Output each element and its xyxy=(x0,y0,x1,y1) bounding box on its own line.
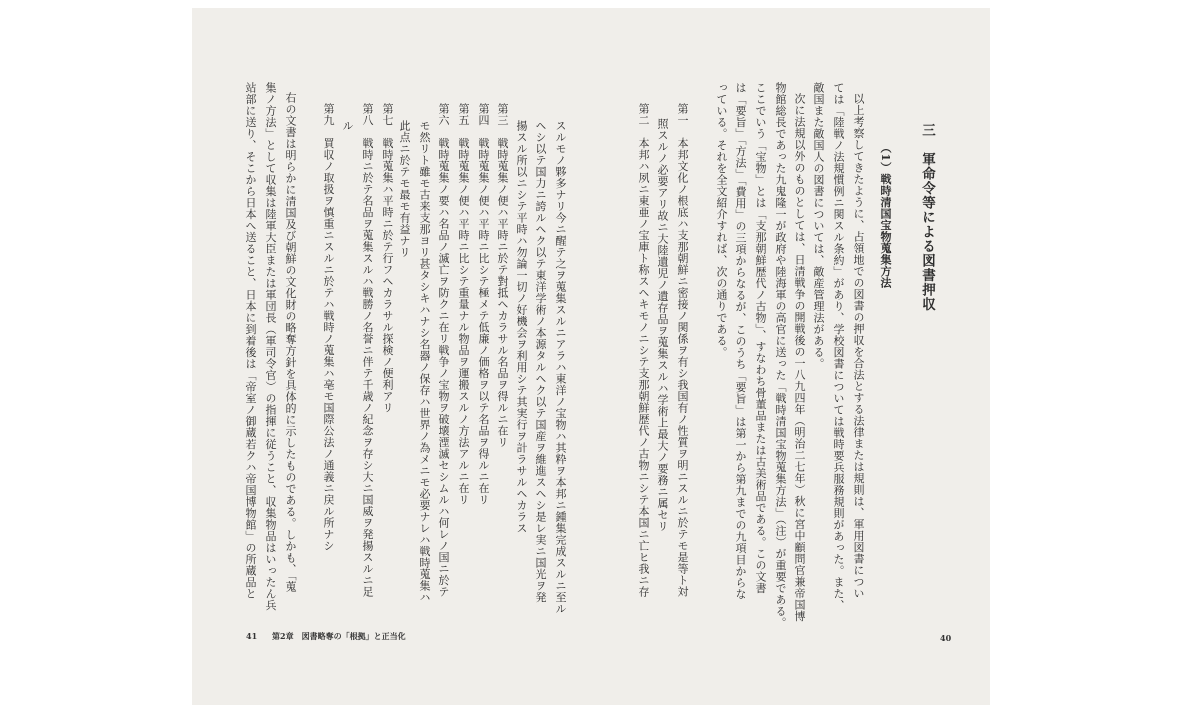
quoted-item-line: 第四 戦時蒐集ノ便ハ平時ニ比シテ極メテ低廉ノ価格ヲ以テ名品ヲ得ルニ在リ xyxy=(477,103,490,506)
quoted-item-line: 第三 戦時蒐集ノ便ハ平時ニ於テ對抵ヘカラサル名品ヲ得ルニ在リ xyxy=(496,103,509,448)
page-number-right: 40 xyxy=(940,633,952,643)
text-line: ここでいう「宝物」とは「支那朝鮮歴代ノ古物」、すなわち骨董品または古美術品である。この文書 xyxy=(754,82,767,594)
quoted-item-line: 第一 本邦文化ノ根底ハ支那朝鮮ニ密接ノ関係ヲ有シ我国有ノ性質ヲ明ニスルニ於テモ是等ト対 xyxy=(676,103,689,598)
quoted-item-line: 第六 戦時蒐集ノ要ハ名品ノ滅亡ヲ防クニ在リ戦争ノ宝物ヲ破壊湮滅セシムルハ何レノ国ニ於テ xyxy=(437,103,450,598)
quoted-item-line: 第二 本邦ハ夙ニ東亜ノ宝庫ト称スヘキモノニシテ支那朝鮮歴代ノ古物ニシテ本国ニ亡ヒ我ニ存 xyxy=(637,103,650,598)
text-line: っている。それを全文紹介すれば、次の通りである。 xyxy=(715,82,728,358)
quoted-item-line: ル xyxy=(341,120,354,132)
text-line: 站部に送り、そこから日本へ送ること、日本に到着後は「帝室ノ御蔵若クハ帝国博物館」の所蔵品と xyxy=(244,82,257,600)
quoted-item-line: 此点ニ於テモ最モ有益ナリ xyxy=(398,120,411,258)
section-heading: 三 軍命令等による図書押収 xyxy=(919,123,935,312)
quoted-item-line: 第五 戦時蒐集ノ便ハ平時ニ比シテ重量ナル物品ヲ運搬スルノ方法アルニ在リ xyxy=(457,103,470,506)
text-line: 次に法規以外のものとしては、日清戦争の開戦後の一八九四年（明治二七年）秋に宮中顧問官兼帝国博 xyxy=(793,93,806,622)
text-line: 以上考察してきたように、占領地での図書の押収を合法とする法律または規則は、軍用図書につい xyxy=(852,93,865,599)
text-line: ては「陸戦ノ法規慣例ニ関スル条約」があり、学校図書については戦時要兵服務規則があった。また、 xyxy=(832,82,845,611)
page-number-left: 41 xyxy=(246,631,258,641)
text-line: 物館総長であった九鬼隆一が政府や陸海軍の高官に送った「戦時清国宝物蒐集方法」（注）が重要である。 xyxy=(774,82,787,629)
quoted-item-line: 第七 戦時蒐集ハ平時ニ於テ行フヘカラサル探検ノ便利アリ xyxy=(381,103,394,414)
text-line: 右の文書は明らかに清国及び朝鮮の文化財の略奪方針を具体的に示したものである。しかも、「蒐 xyxy=(284,92,297,593)
quoted-item-line: モ然リト雖モ古来支那ヨリ甚タシキハナシ名器ノ保存ハ世界ノ為メニモ必要ナレハ戦時蒐集ハ xyxy=(418,120,431,603)
subsection-heading: （1）戦時清国宝物蒐集方法 xyxy=(879,142,892,289)
quoted-item-line: 第八 戦時ニ於テ名品ヲ蒐集スルハ戦勝ノ名誉ニ伴テ千歳ノ紀念ヲ存シ大ニ国威ヲ発揚スルニ足 xyxy=(361,103,374,598)
quoted-item-line: 第九 買収ノ取扱ヲ慎重ニスルニ於テハ戦時ノ蒐集ハ亳モ国際公法ノ通義ニ戻ル所ナシ xyxy=(322,103,335,552)
text-line: 敵国また敵国人の図書については、敵産管理法がある。 xyxy=(812,82,825,370)
quoted-item-line: 揚スル所以ニシテ平時ハ勿論一切ノ好機会ヲ利用シテ其実行ヲ計ラサルヘカラス xyxy=(515,120,528,534)
quoted-item-line: 照スルノ必要アリ故ニ大陸遺児ノ遺存品ヲ蒐集スルハ学術上最大ノ要務ニ属セリ xyxy=(656,118,669,532)
book-spread xyxy=(192,8,990,705)
text-line: は「要旨」「方法」「費用」の三項からなるが、このうち「要旨」は第一から第九までの九項目からな xyxy=(734,82,747,600)
quoted-item-line: スルモノ夥多ナリ今ニ醒テ之ヲ蒐集スルニアラハ東洋ノ宝物ハ其粋ヲ本邦ニ鍾集完成スルニ至ル xyxy=(554,120,567,615)
text-line: 集ノ方法」として収集は陸軍大臣または軍団長（軍司令官）の指揮に従うこと、収集物品はいったん兵 xyxy=(264,82,277,611)
running-head: 第2章 図書略奪の「根拠」と正当化 xyxy=(272,631,406,641)
quoted-item-line: ヘシ以テ国力ニ誇ルヘク以テ東洋学術ノ本源タルヘク以テ国産ヲ維進スヘシ是レ実ニ国光ヲ発 xyxy=(534,120,547,603)
